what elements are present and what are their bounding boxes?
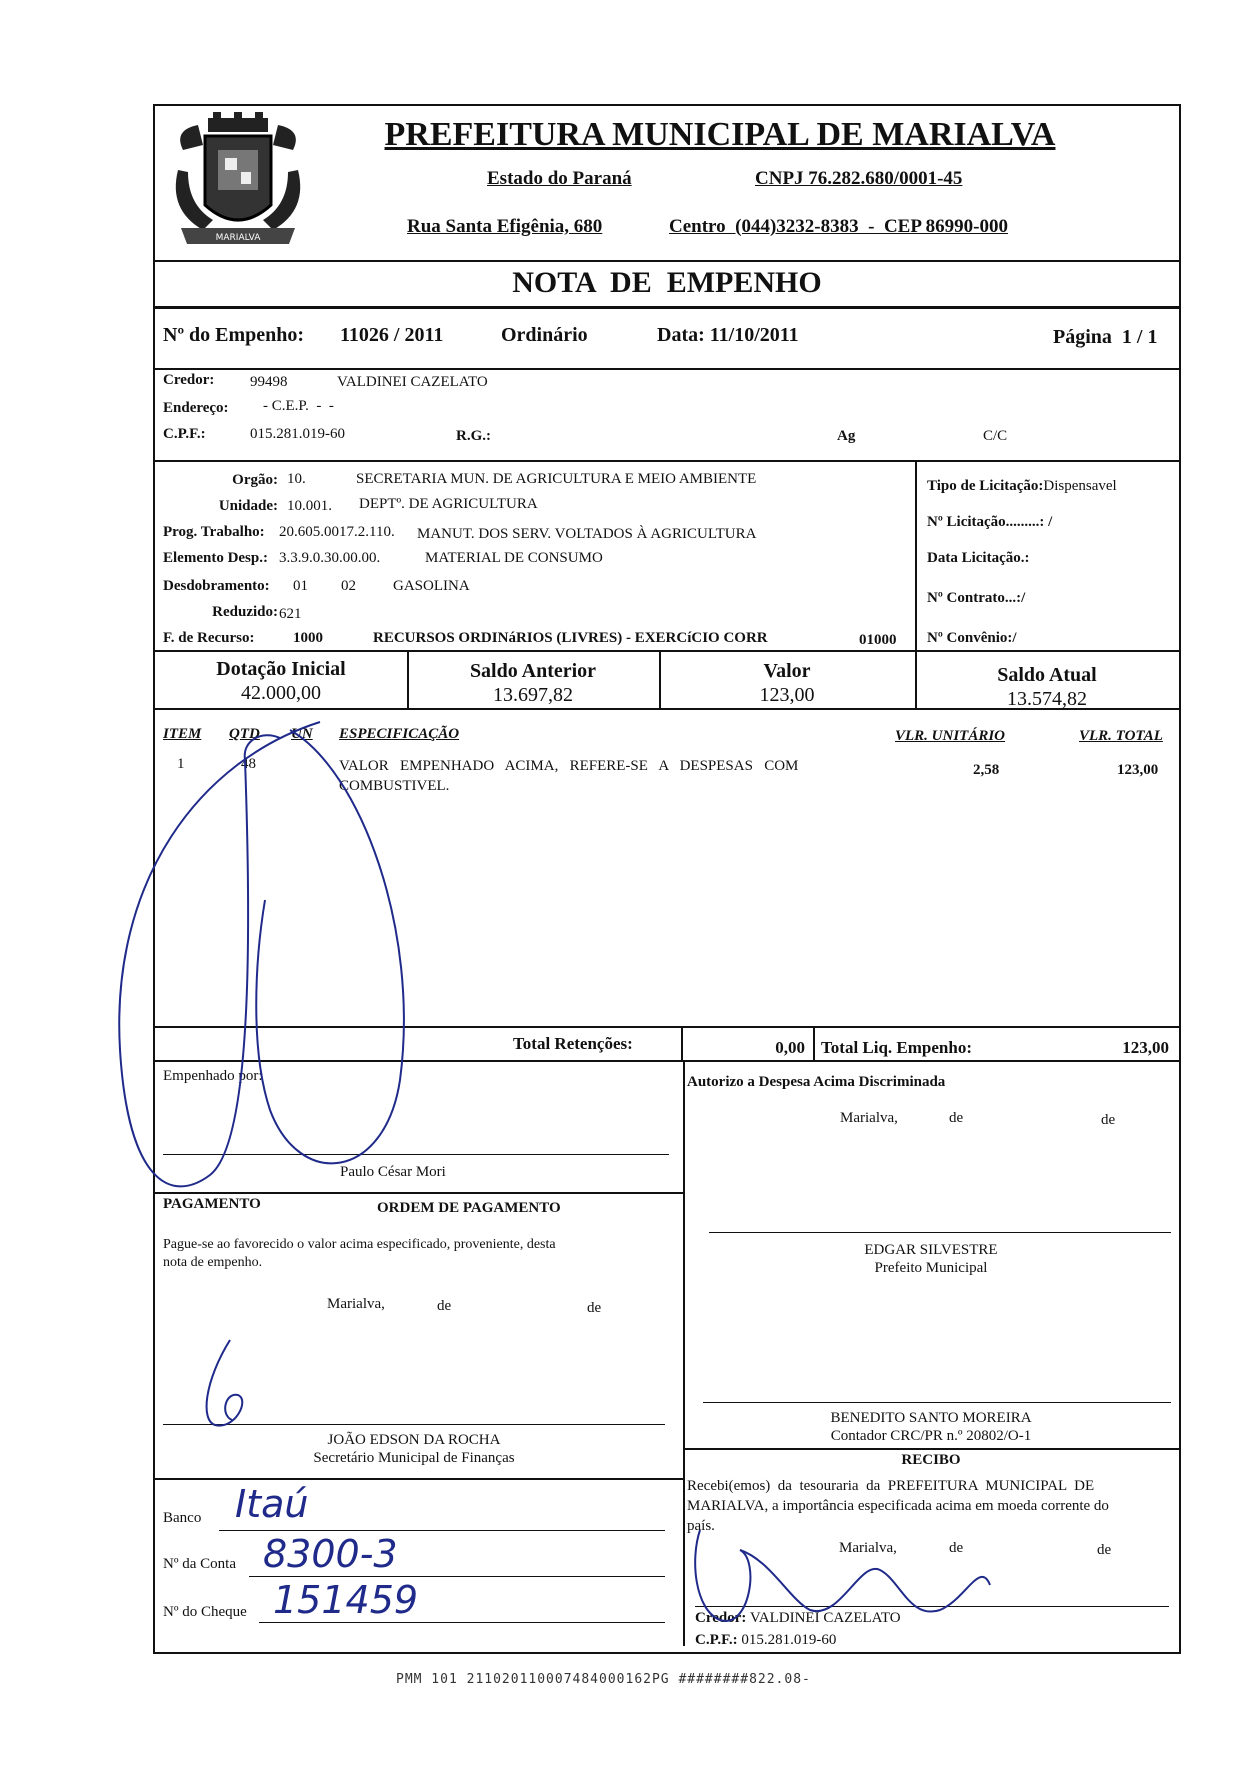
col-qtd-header: QTD bbox=[229, 726, 260, 742]
retencoes-label: Total Retenções: bbox=[513, 1034, 633, 1053]
autorizo-de1: de bbox=[949, 1110, 964, 1126]
dotacao-value: 42.000,00 bbox=[241, 682, 321, 704]
prog-desc: MANUT. DOS SERV. VOLTADOS À AGRICULTURA bbox=[417, 526, 757, 542]
item-unit-price: 2,58 bbox=[973, 762, 1000, 778]
recibo-text-line2: MARIALVA, a importância especificada acima em moeda corrente do bbox=[687, 1498, 1109, 1514]
recibo-place: Marialva, bbox=[839, 1540, 897, 1556]
saldo-atual-value: 13.574,82 bbox=[1007, 688, 1087, 710]
header-address: Rua Santa Efigênia, 680 bbox=[407, 216, 603, 237]
autorizo-title: Autorizo a Despesa Acima Discriminada bbox=[687, 1074, 946, 1090]
empenho-number: 11026 / 2011 bbox=[340, 324, 444, 346]
footer-code: PMM 101 211020110007484000162PG ########822.08- bbox=[396, 1672, 811, 1687]
credor-name: VALDINEI CAZELATO bbox=[337, 374, 488, 390]
item-spec-line2: COMBUSTIVEL. bbox=[339, 778, 450, 794]
recibo-credor-name: VALDINEI CAZELATO bbox=[749, 1610, 901, 1626]
retencoes-value: 0,00 bbox=[775, 1038, 805, 1057]
col-un-header: UN bbox=[291, 726, 313, 742]
coat-of-arms-logo bbox=[163, 110, 313, 260]
contador-signer: BENEDITO SANTO MOREIRA bbox=[830, 1410, 1032, 1426]
prog-code: 20.605.0017.2.110. bbox=[279, 524, 395, 540]
recibo-cpf-value: 015.281.019-60 bbox=[741, 1632, 837, 1648]
pagamento-text-line1: Pague-se ao favorecido o valor acima especificado, proveniente, desta bbox=[163, 1237, 556, 1252]
col-item-header: ITEM bbox=[163, 726, 202, 742]
header-state: Estado do Paraná bbox=[487, 168, 632, 189]
desdobramento-label: Desdobramento: bbox=[163, 578, 270, 594]
licitacao-contrato: Nº Contrato...:/ bbox=[927, 590, 1026, 606]
elemento-code: 3.3.9.0.30.00.00. bbox=[279, 550, 381, 566]
saldo-atual-label: Saldo Atual bbox=[997, 664, 1097, 686]
recibo-cpf bbox=[695, 1632, 836, 1649]
elemento-desc: MATERIAL DE CONSUMO bbox=[425, 550, 603, 566]
credor-label: Credor: bbox=[163, 372, 215, 388]
header-contact: Centro (044)3232-8383 - CEP 86990-000 bbox=[669, 216, 1008, 237]
orgao-code: 10. bbox=[287, 471, 306, 487]
reduzido-code: 621 bbox=[279, 606, 302, 622]
recibo-text bbox=[687, 1476, 1173, 1536]
credor-ag-label: Ag bbox=[837, 428, 856, 444]
credor-cpf-label: C.P.F.: bbox=[163, 426, 206, 442]
unidade-desc: DEPTº. DE AGRICULTURA bbox=[359, 496, 538, 512]
col-unit-header: VLR. UNITÁRIO bbox=[895, 728, 1006, 744]
credor-cc-label: C/C bbox=[983, 428, 1008, 444]
credor-address-label: Endereço: bbox=[163, 400, 229, 416]
cheque-label: Nº do Cheque bbox=[163, 1604, 247, 1620]
recibo-text-line3: país. bbox=[687, 1518, 715, 1534]
recibo-credor-label: Credor: bbox=[695, 1610, 747, 1626]
banco-label: Banco bbox=[163, 1510, 202, 1526]
pagamento-place: Marialva, bbox=[327, 1296, 385, 1312]
col-total-header: VLR. TOTAL bbox=[1079, 728, 1163, 744]
empenho-type: Ordinário bbox=[501, 324, 588, 346]
recurso-label: F. de Recurso: bbox=[163, 630, 255, 646]
recibo-text-line1: Recebi(emos) da tesouraria da PREFEITURA MUNICIPAL DE bbox=[687, 1478, 1095, 1494]
empenho-number-label: Nº do Empenho: bbox=[163, 324, 305, 346]
desdobramento-a: 01 bbox=[293, 578, 308, 594]
recibo-credor bbox=[695, 1610, 901, 1627]
empenho-date: Data: 11/10/2011 bbox=[657, 324, 799, 346]
recibo-de2: de bbox=[1097, 1542, 1112, 1558]
header-cnpj: CNPJ 76.282.680/0001-45 bbox=[755, 168, 963, 189]
liquido-label: Total Liq. Empenho: bbox=[821, 1038, 972, 1057]
header-title: PREFEITURA MUNICIPAL DE MARIALVA bbox=[384, 116, 1056, 153]
banco-handwritten: Itaú bbox=[235, 1482, 309, 1526]
licitacao-data: Data Licitação.: bbox=[927, 550, 1030, 566]
autorizo-place: Marialva, bbox=[840, 1110, 898, 1126]
desdobramento-b: 02 bbox=[341, 578, 356, 594]
desdobramento-desc: GASOLINA bbox=[393, 578, 470, 594]
autorizo-de2: de bbox=[1101, 1112, 1116, 1128]
item-spec-line1: VALOR EMPENHADO ACIMA, REFERE-SE A DESPESAS COM bbox=[339, 758, 799, 774]
licitacao-convenio: Nº Convênio:/ bbox=[927, 630, 1017, 646]
ordem-pagamento-title: ORDEM DE PAGAMENTO bbox=[377, 1200, 561, 1216]
orgao-label: Orgão: bbox=[232, 472, 278, 488]
empenho-page: Página 1 / 1 bbox=[1053, 326, 1158, 348]
credor-rg-label: R.G.: bbox=[456, 428, 491, 444]
pagamento-title: PAGAMENTO bbox=[163, 1196, 261, 1212]
doc-title: NOTA DE EMPENHO bbox=[512, 266, 822, 299]
item-number: 1 bbox=[177, 756, 185, 772]
valor-label: Valor bbox=[763, 660, 811, 682]
saldo-anterior-value: 13.697,82 bbox=[493, 684, 573, 706]
pagamento-text bbox=[163, 1236, 556, 1272]
orgao-desc: SECRETARIA MUN. DE AGRICULTURA E MEIO AMBIENTE bbox=[356, 471, 757, 487]
licitacao-tipo-label: Tipo de Licitação: bbox=[927, 478, 1044, 494]
saldo-anterior-label: Saldo Anterior bbox=[469, 660, 597, 682]
licitacao-tipo bbox=[927, 478, 1117, 495]
recurso-id: 01000 bbox=[859, 632, 897, 648]
pagamento-role: Secretário Municipal de Finanças bbox=[313, 1450, 515, 1466]
conta-handwritten: 8300-3 bbox=[263, 1532, 398, 1576]
prefeito-role: Prefeito Municipal bbox=[874, 1260, 988, 1276]
recibo-cpf-label: C.P.F.: bbox=[695, 1632, 738, 1648]
cheque-handwritten: 151459 bbox=[273, 1578, 419, 1622]
unidade-code: 10.001. bbox=[287, 498, 332, 514]
item-total-price: 123,00 bbox=[1117, 762, 1159, 778]
recurso-desc: RECURSOS ORDINáRIOS (LIVRES) - EXERCíCIO CORR bbox=[373, 630, 768, 646]
reduzido-label: Reduzido: bbox=[212, 604, 278, 620]
col-spec-header: ESPECIFICAÇÃO bbox=[339, 726, 460, 742]
svg-text:MARIALVA: MARIALVA bbox=[215, 233, 261, 243]
licitacao-numero: Nº Licitação.........: / bbox=[927, 514, 1053, 530]
licitacao-tipo-value: Dispensavel bbox=[1043, 478, 1117, 494]
liquido-value: 123,00 bbox=[1122, 1038, 1169, 1057]
empenhado-signer: Paulo César Mori bbox=[340, 1164, 446, 1180]
prefeito-signer: EDGAR SILVESTRE bbox=[864, 1242, 998, 1258]
valor-value: 123,00 bbox=[759, 684, 815, 706]
recibo-de1: de bbox=[949, 1540, 964, 1556]
credor-code: 99498 bbox=[250, 374, 288, 390]
recibo-title: RECIBO bbox=[901, 1452, 961, 1468]
pagamento-signer: JOÃO EDSON DA ROCHA bbox=[327, 1432, 501, 1448]
credor-address: - C.E.P. - - bbox=[263, 398, 334, 414]
elemento-label: Elemento Desp.: bbox=[163, 550, 268, 566]
pagamento-de2: de bbox=[587, 1300, 602, 1316]
pagamento-text-line2: nota de empenho. bbox=[163, 1255, 263, 1270]
contador-role: Contador CRC/PR n.º 20802/O-1 bbox=[830, 1428, 1032, 1444]
dotacao-label: Dotação Inicial bbox=[216, 658, 346, 680]
pagamento-de1: de bbox=[437, 1298, 452, 1314]
recurso-code: 1000 bbox=[293, 630, 323, 646]
item-qtd: 48 bbox=[241, 756, 256, 772]
unidade-label: Unidade: bbox=[218, 498, 278, 514]
empenhado-label: Empenhado por: bbox=[163, 1068, 263, 1084]
nota-de-empenho-document bbox=[153, 104, 1181, 1654]
credor-cpf: 015.281.019-60 bbox=[250, 426, 345, 442]
conta-label: Nº da Conta bbox=[163, 1556, 236, 1572]
prog-label: Prog. Trabalho: bbox=[163, 524, 265, 540]
